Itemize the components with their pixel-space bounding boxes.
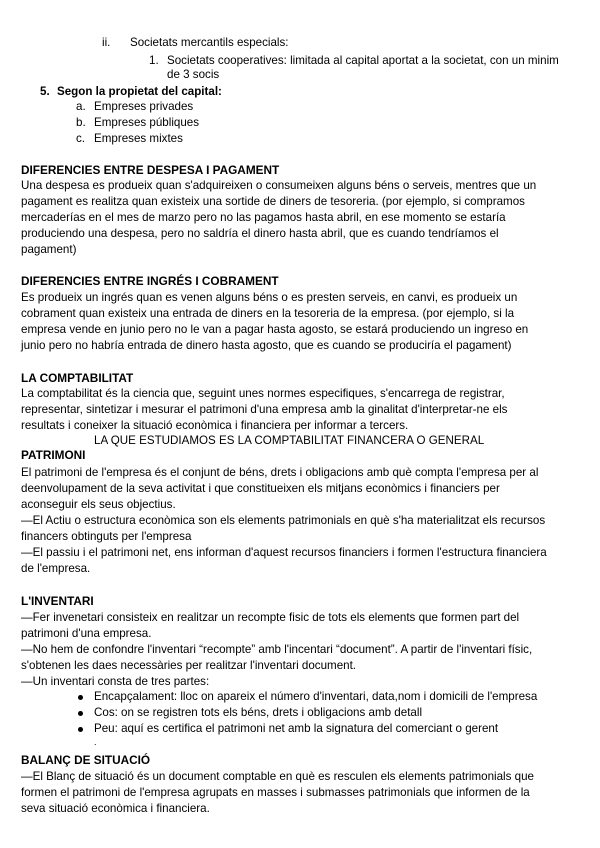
paragraph-line: —El passiu i el patrimoni net, ens informan d'aquest recursos financiers i formen l'estructura financiera xyxy=(21,546,547,559)
list-marker-letter: b. xyxy=(76,116,86,129)
section-heading: LA COMPTABILITAT xyxy=(21,371,134,385)
paragraph-line: mercaderías en el mes de marzo pero no las pagamos hasta abril, en ese momento se estaría xyxy=(21,211,506,224)
paragraph-line: empresa vende en junio pero no le van a pagar hasta agosto, se estará produciendo un ingreso en xyxy=(21,323,529,336)
section-subtitle: Segon la propietat del capital: xyxy=(57,85,222,98)
bullet-icon xyxy=(78,727,83,732)
list-marker-number: 5. xyxy=(40,85,50,98)
paragraph-line: —Fer invenetari consisteix en realitzar un recompte fisic de tots els elements que formen part del xyxy=(21,611,520,624)
paragraph-line: patrimoni d'una empresa. xyxy=(21,627,152,640)
list-item-text: Societats cooperatives: limitada al capital aportat a la societat, con un minim xyxy=(167,54,559,67)
list-marker-roman: ii. xyxy=(102,36,111,49)
list-marker-letter: c. xyxy=(76,132,86,145)
bullet-item-text: Cos: on se registren tots els béns, drets i obligacions amb detall xyxy=(94,706,423,719)
paragraph-line: representar, sintetizar i mesurar el patrimoni d'una empresa amb la ginalitat d'interpretar-ne els xyxy=(21,403,508,416)
section-heading: DIFERENCIES ENTRE INGRÉS I COBRAMENT xyxy=(21,274,279,288)
paragraph-line: cobrament quan existeix una entrada de diners en la tesoreria de la empresa. (por ejemplo, si la xyxy=(21,307,515,320)
centered-note: LA QUE ESTUDIAMOS ES LA COMPTABILITAT FINANCERA O GENERAL xyxy=(94,434,485,447)
list-item-text: Empreses privades xyxy=(94,100,194,113)
paragraph-line: Es produeix un ingrés quan es venen alguns béns o es presten serveis, en canvi, es produeix un xyxy=(21,291,518,304)
paragraph-line: seva situació econòmica i financiera. xyxy=(21,802,210,815)
paragraph-line: pagament es realitza quan existeix una sortide de diners de tesoreria. (por ejemplo, si compramos xyxy=(21,195,525,208)
bullet-item-text: Encapçalament: lloc on apareix el número d'inventari, data,nom i domicili de l'empresa xyxy=(94,690,538,703)
stray-mark: . xyxy=(94,737,97,747)
paragraph-line: formen el patrimoni de l'empresa agrupats en masses i submasses patrimonials que informen de la xyxy=(21,786,530,799)
paragraph-line: —No hem de confondre l'inventari “recompte” amb l'incentari “document”. A partir de l'inventari físic, xyxy=(21,643,533,656)
paragraph-line: s'obtenen les daes necessàries per realitzar l'inventari document. xyxy=(21,659,357,672)
paragraph-line: —El Actiu o estructura econòmica son els elements patrimonials en què s'ha materialitzat els recursos xyxy=(21,514,546,527)
section-heading: L'INVENTARI xyxy=(21,594,94,608)
paragraph-line: aconseguir els seus objectius. xyxy=(21,498,176,511)
paragraph-line: pagament) xyxy=(21,243,77,256)
list-marker-letter: a. xyxy=(76,100,86,113)
paragraph-line: resultats i coneixer la situació econòmica i financiera per informar a tercers. xyxy=(21,419,409,432)
list-item-text: Empreses públiques xyxy=(94,116,200,129)
paragraph-line: de l'empresa. xyxy=(21,562,91,575)
list-item-text: Societats mercantils especials: xyxy=(130,36,289,49)
section-heading: PATRIMONI xyxy=(21,448,86,462)
section-heading: BALANÇ DE SITUACIÓ xyxy=(21,753,151,767)
bullet-icon xyxy=(78,695,83,700)
paragraph-line: El patrimoni de l'empresa és el conjunt de béns, drets i obligacions amb què compta l'empresa per al xyxy=(21,466,539,479)
paragraph-line: La comptabilitat és la ciencia que, seguint unes normes especifiques, s'encarrega de registrar, xyxy=(21,387,505,400)
paragraph-line: produciendo una despesa, pero no saldría el dinero hasta abril, que es cuando tendríamos el xyxy=(21,227,499,240)
bullet-icon xyxy=(78,711,83,716)
section-heading: DIFERENCIES ENTRE DESPESA I PAGAMENT xyxy=(21,163,280,177)
paragraph-line: junio pero no habría entrada de dinero hasta agosto, que es cuando se produciría el pagament) xyxy=(21,339,512,352)
list-marker-number: 1. xyxy=(149,54,159,67)
paragraph-line: Una despesa es produeix quan s'adquireixen o consumeixen alguns béns o serveis, mentres que un xyxy=(21,179,537,192)
list-item-text: de 3 socis xyxy=(167,68,220,81)
list-item-text: Empreses mixtes xyxy=(94,132,183,145)
paragraph-line: deenvolupament de la seva activitat i que constitueixen els mitjans econòmics i financiers per xyxy=(21,482,500,495)
paragraph-line: financers obtinguts per l'empresa xyxy=(21,530,192,543)
paragraph-line: —El Blanç de situació és un document comptable en què es resculen els elements patrimonials que xyxy=(21,770,534,783)
bullet-item-text: Peu: aquí es certifica el patrimoni net amb la signatura del comerciant o gerent xyxy=(94,722,499,735)
paragraph-line: —Un inventari consta de tres partes: xyxy=(21,675,210,688)
